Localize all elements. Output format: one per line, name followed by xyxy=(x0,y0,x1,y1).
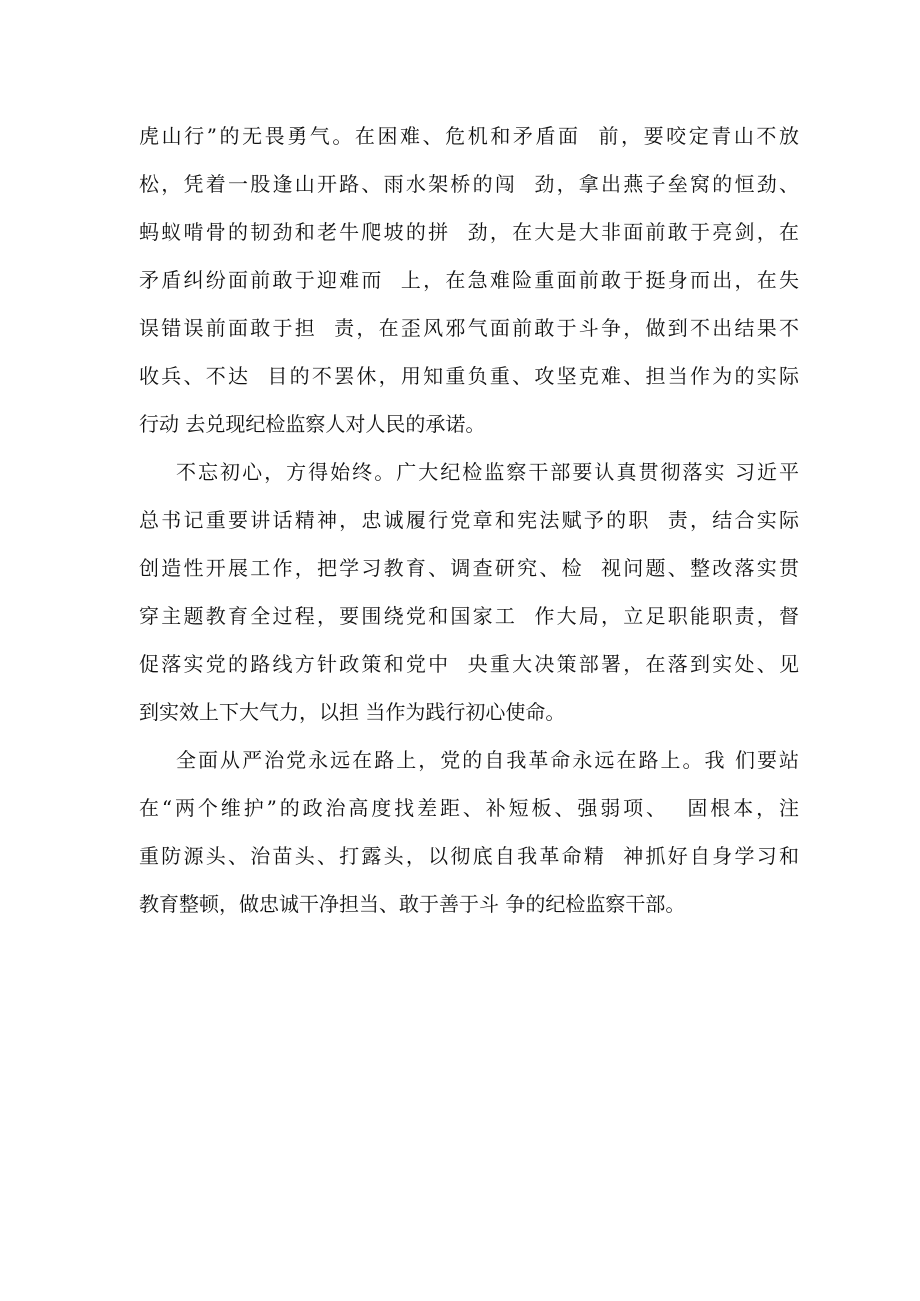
text-line: 总书记重要讲话精神，忠诚履行党章和宪法赋予的职 责，结合实际 xyxy=(139,508,799,532)
text-line: 虎山行”的无畏勇气。在困难、危机和矛盾面 前，要咬定青山不放 xyxy=(139,124,799,148)
text-line: 穿主题教育全过程，要围绕党和国家工 作大局，立足职能职责，督 xyxy=(139,604,799,628)
paragraph-1 xyxy=(139,112,799,448)
text-line: 不忘初心，方得始终。广大纪检监察干部要认真贯彻落实 习近平 xyxy=(176,460,799,484)
text-line: 到实效上下大气力，以担 当作为践行初心使命。 xyxy=(139,700,566,724)
text-line: 矛盾纠纷面前敢于迎难而 上，在急难险重面前敢于挺身而出，在失 xyxy=(139,268,799,292)
text-line: 教育整顿，做忠诚干净担当、敢于善于斗 争的纪检监察干部。 xyxy=(139,892,686,916)
text-line: 松，凭着一股逢山开路、雨水架桥的闯 劲，拿出燕子垒窝的恒劲、 xyxy=(139,172,799,196)
paragraph-2 xyxy=(139,448,799,736)
text-line: 误错误前面敢于担 责，在歪风邪气面前敢于斗争，做到不出结果不 xyxy=(139,316,799,340)
text-line: 创造性开展工作，把学习教育、调查研究、检 视问题、整改落实贯 xyxy=(139,556,799,580)
text-line: 在“两个维护”的政治高度找差距、补短板、强弱项、 固根本，注 xyxy=(139,796,799,820)
text-line: 重防源头、治苗头、打露头，以彻底自我革命精 神抓好自身学习和 xyxy=(139,844,799,868)
text-line: 全面从严治党永远在路上，党的自我革命永远在路上。我 们要站 xyxy=(176,748,799,772)
text-line: 蚂蚁啃骨的韧劲和老牛爬坡的拼 劲，在大是大非面前敢于亮剑，在 xyxy=(139,220,799,244)
body-text xyxy=(139,112,799,928)
text-line: 促落实党的路线方针政策和党中 央重大决策部署，在落到实处、见 xyxy=(139,652,799,676)
paragraph-3 xyxy=(139,736,799,928)
text-line: 收兵、不达 目的不罢休，用知重负重、攻坚克难、担当作为的实际 xyxy=(139,364,799,388)
text-line: 行动 去兑现纪检监察人对人民的承诺。 xyxy=(139,412,486,436)
